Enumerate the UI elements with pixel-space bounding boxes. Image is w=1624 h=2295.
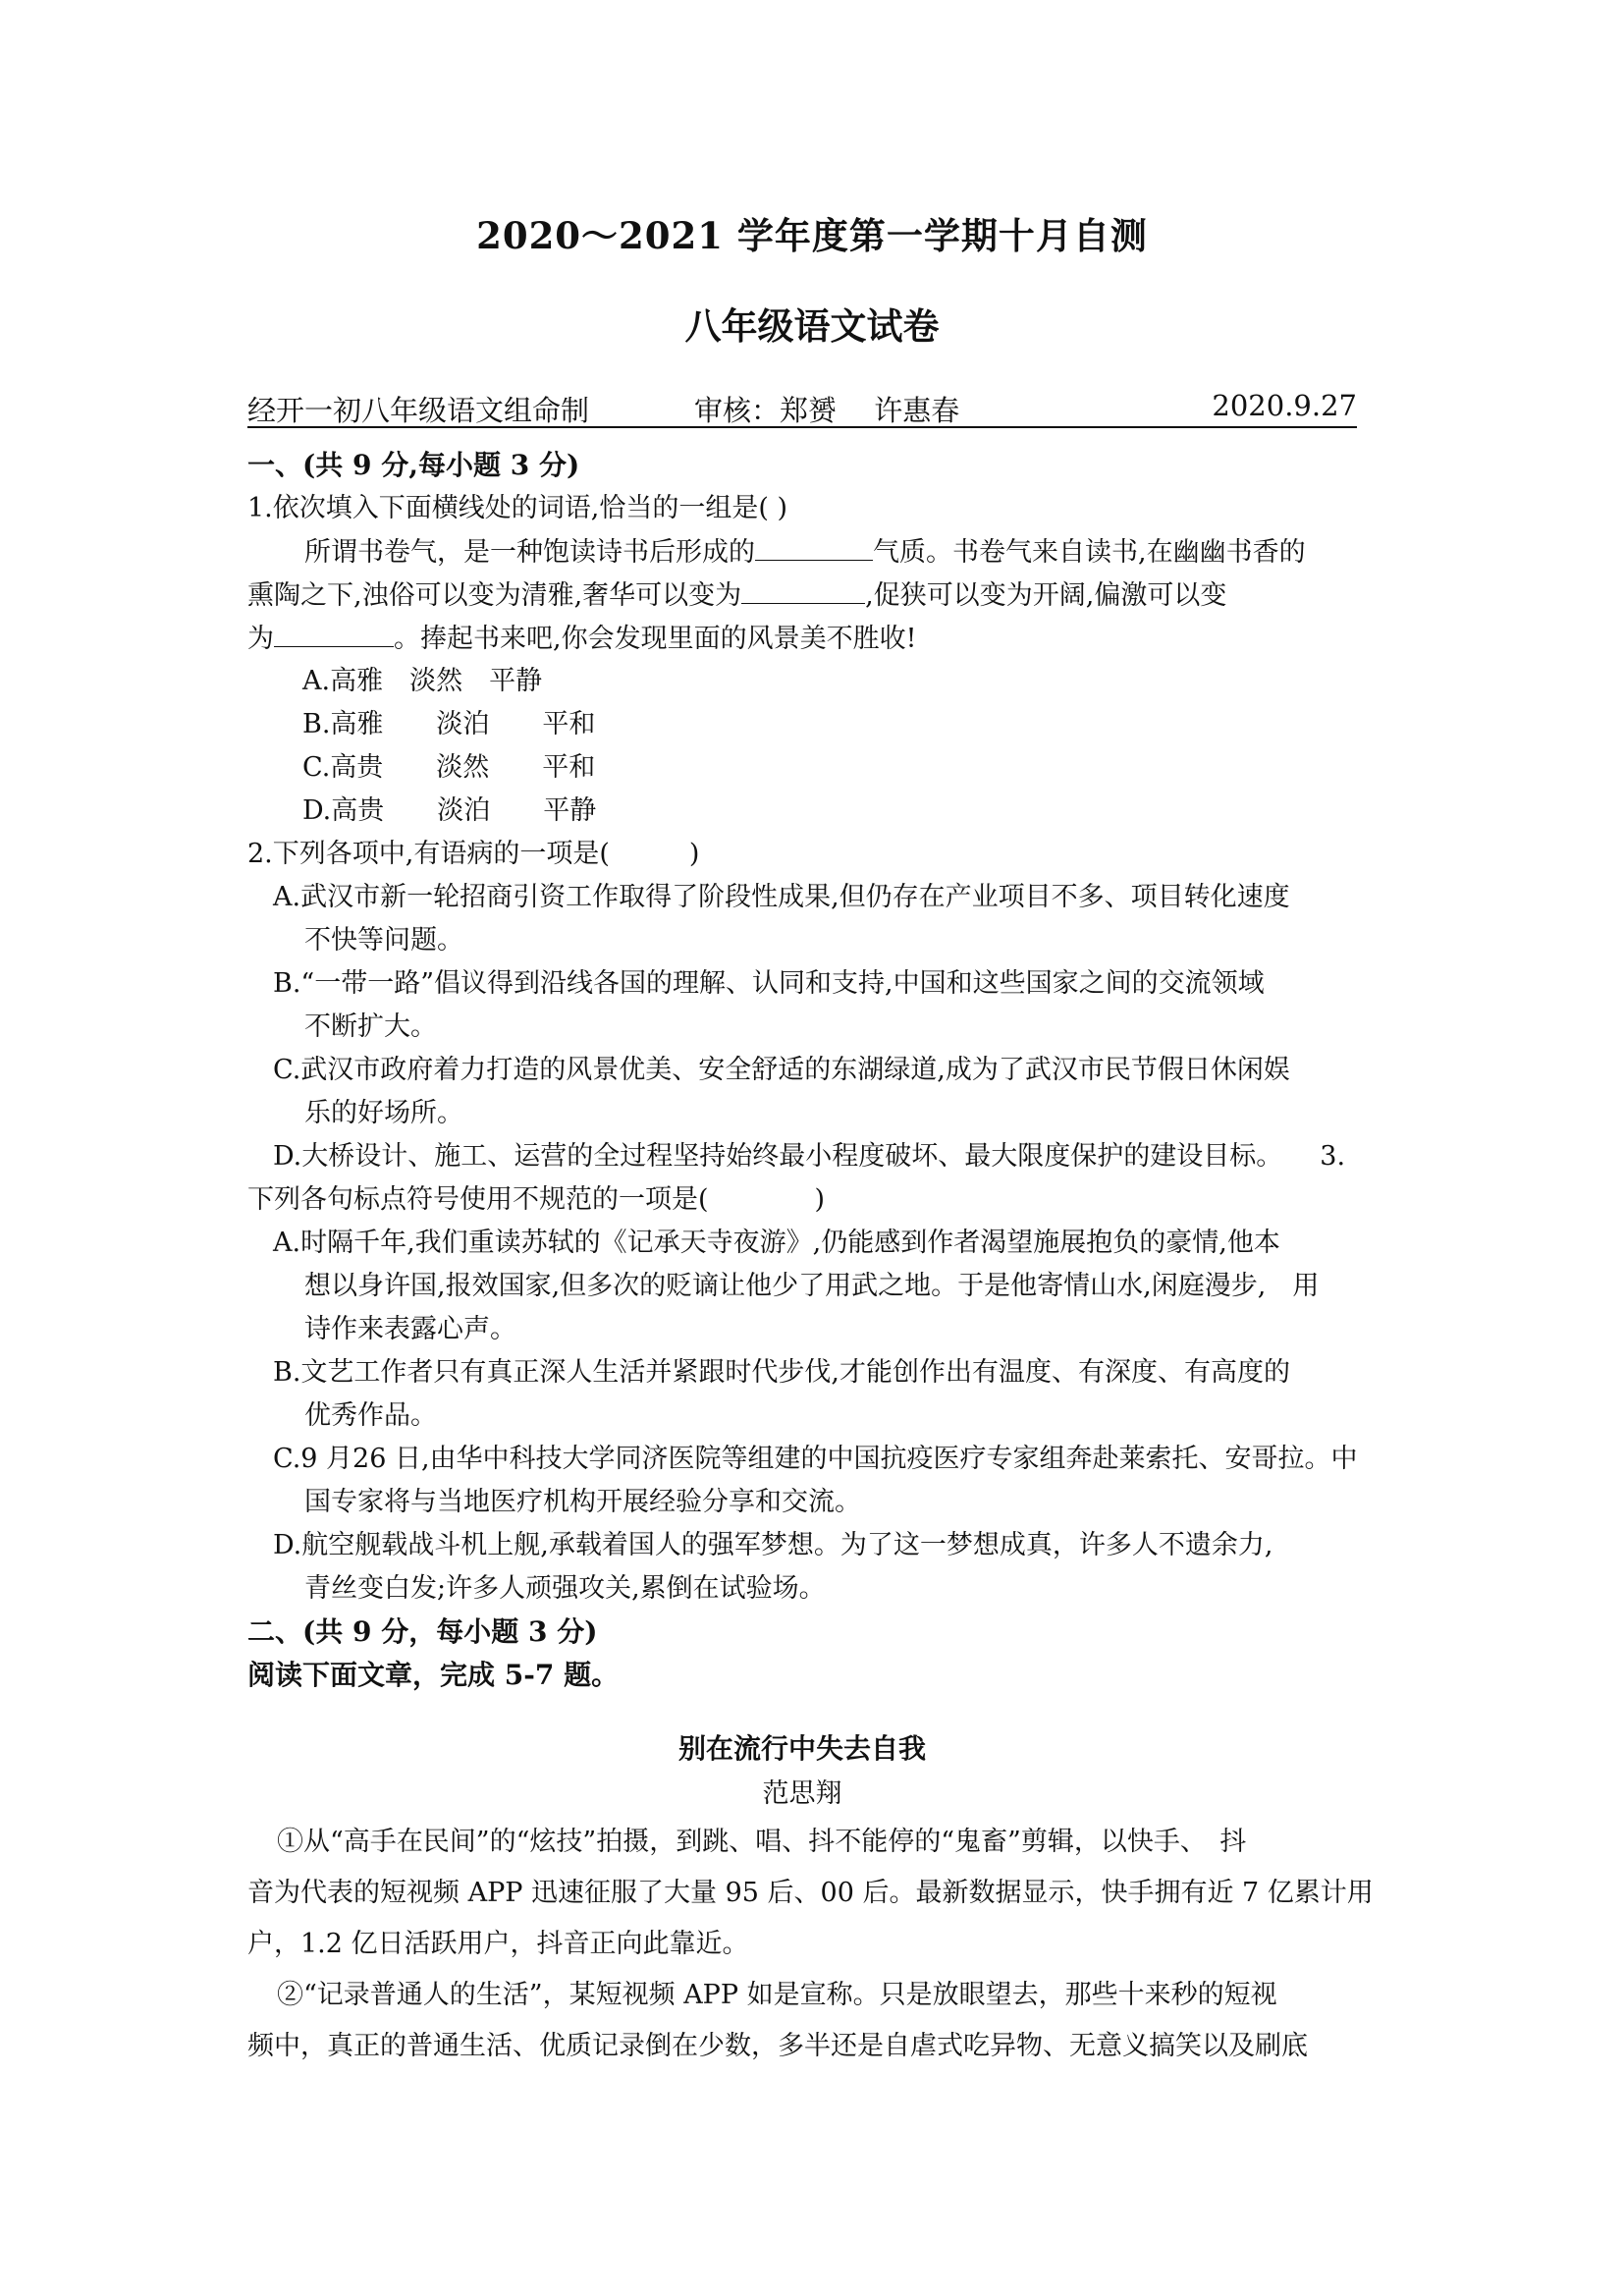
exam-header-line	[247, 385, 1357, 428]
exam-subtitle: 八年级语文试卷	[684, 305, 940, 348]
exam-date: 2020.9.27	[1212, 389, 1357, 422]
reviewer-label: 审核：郑赟 许惠春	[694, 394, 960, 427]
section1-heading: 一、(共 9 分,每小题 3 分)	[247, 449, 580, 481]
fill-blank-1[interactable]	[755, 530, 873, 561]
q2-option-c-cont: 乐的好场所。	[304, 1098, 463, 1128]
q1-text: 所谓书卷气，是一种饱读诗书后形成的	[304, 537, 755, 568]
q2-option-a-cont: 不快等问题。	[304, 925, 463, 956]
section2-heading: 二、(共 9 分，每小题 3 分)	[247, 1615, 598, 1648]
fill-blank-2[interactable]	[741, 574, 865, 604]
q3-option-b: B.文艺工作者只有真正深人生活并紧跟时代步伐,才能创作出有温度、有深度、有高度的	[273, 1357, 1291, 1388]
section2-instruction: 阅读下面文章，完成 5-7 题。	[247, 1659, 620, 1691]
q1-option-c: C.高贵 淡然 平和	[302, 752, 596, 783]
q3-option-b-cont: 优秀作品。	[304, 1400, 437, 1431]
q3-stem: 下列各句标点符号使用不规范的一项是( )	[247, 1184, 826, 1215]
q1-text: 。捧起书来吧,你会发现里面的风景美不胜收!	[394, 624, 917, 654]
q2-option-b: B.“一带一路”倡议得到沿线各国的理解、认同和支持,中国和这些国家之间的交流领域	[273, 968, 1265, 999]
q1-stem: 1.依次填入下面横线处的词语,恰当的一组是( )	[247, 493, 787, 523]
q1-text: ,促狭可以变为开阔,偏激可以变	[865, 580, 1227, 611]
q3-option-c: C.9 月26 日,由华中科技大学同济医院等组建的中国抗疫医疗专家组奔赴莱索托、安哥拉。中	[273, 1444, 1358, 1474]
q2-option-b-cont: 不断扩大。	[304, 1011, 437, 1042]
q1-text: 气质。书卷气来自读书,在幽幽书香的	[873, 537, 1306, 568]
article-paragraph-1-cont2: 户，1.2 亿日活跃用户，抖音正向此靠近。	[247, 1929, 749, 1959]
article-paragraph-1-cont: 音为代表的短视频 APP 迅速征服了大量 95 后、00 后。最新数据显示，快手拥有近 7 亿累计用	[247, 1878, 1374, 1908]
q2-option-d-text: D.大桥设计、施工、运营的全过程坚持始终最小程度破坏、最大限度保护的建设目标。	[273, 1141, 1283, 1172]
q1-option-d: D.高贵 淡泊 平静	[302, 795, 597, 826]
article-paragraph-1: ①从“高手在民间”的“炫技”拍摄，到跳、唱、抖不能停的“鬼畜”剪辑，以快手、 抖	[277, 1827, 1247, 1857]
q1-option-a: A.高雅 淡然 平静	[302, 666, 543, 696]
q3-option-a: A.时隔千年,我们重读苏轼的《记承天寺夜游》,仍能感到作者渴望施展抱负的豪情,他本	[273, 1228, 1280, 1258]
q1-text-line1	[247, 530, 1406, 574]
q2-option-a: A.武汉市新一轮招商引资工作取得了阶段性成果,但仍存在产业项目不多、项目转化速度	[273, 882, 1290, 912]
exam-content	[247, 444, 1406, 2072]
q3-option-a-cont: 想以身许国,报效国家,但多次的贬谪让他少了用武之地。于是他寄情山水,闲庭漫步, 用	[304, 1271, 1320, 1301]
q2-stem: 2.下列各项中,有语病的一项是( )	[247, 839, 700, 869]
exam-title: 2020～2021 学年度第一学期十月自测	[476, 214, 1148, 257]
q1-text: 熏陶之下,浊俗可以变为清雅,奢华可以变为	[247, 580, 742, 611]
q3-option-d-cont: 青丝变白发;许多人顽强攻关,累倒在试验场。	[304, 1573, 826, 1604]
q3-option-c-cont: 国专家将与当地医疗机构开展经验分享和交流。	[304, 1487, 861, 1517]
q3-option-d: D.航空舰载战斗机上舰,承载着国人的强军梦想。为了这一梦想成真，许多人不遗余力,	[273, 1530, 1273, 1560]
maker-label: 经开一初八年级语文组命制	[247, 394, 590, 427]
q2-option-c: C.武汉市政府着力打造的风景优美、安全舒适的东湖绿道,成为了武汉市民节假日休闲娱	[273, 1055, 1290, 1085]
article-title: 别在流行中失去自我	[677, 1732, 926, 1765]
q1-option-b: B.高雅 淡泊 平和	[302, 709, 596, 739]
article-paragraph-2: ②“记录普通人的生活”，某短视频 APP 如是宣称。只是放眼望去，那些十来秒的短视	[277, 1980, 1277, 2010]
q1-text: 为	[247, 624, 274, 654]
article-paragraph-2-cont: 频中，真正的普通生活、优质记录倒在少数，多半还是自虐式吃异物、无意义搞笑以及刷底	[247, 2031, 1308, 2061]
q3-number: 3.	[1320, 1141, 1346, 1172]
article-author: 范思翔	[762, 1778, 842, 1809]
q3-option-a-cont2: 诗作来表露心声。	[304, 1314, 516, 1344]
q1-text-line3	[247, 617, 1406, 660]
q2-option-d	[247, 1135, 1406, 1178]
fill-blank-3[interactable]	[274, 617, 394, 647]
q1-text-line2	[247, 574, 1406, 617]
